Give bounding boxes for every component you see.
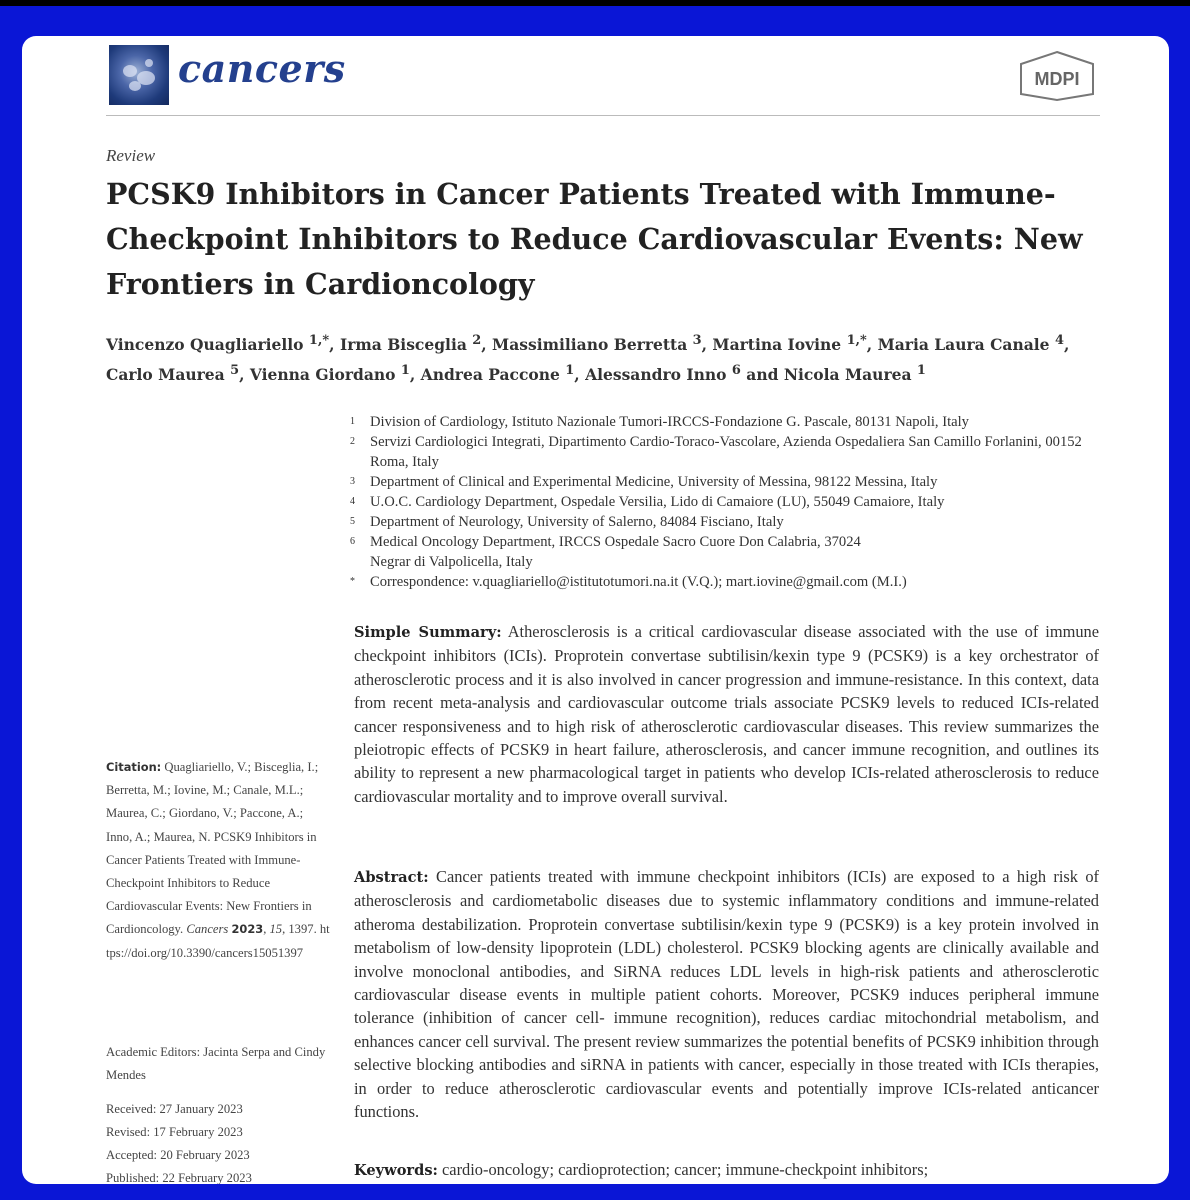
- affiliation-item: 3 Department of Clinical and Experimental Medicine, University of Messina, 98122 Messina, Italy: [350, 474, 938, 490]
- citation-label: Citation:: [106, 760, 162, 774]
- keywords-label: Keywords:: [354, 1162, 438, 1179]
- journal-name: cancers: [178, 46, 346, 91]
- author-list: Vincenzo Quagliariello $^{1,*}$, Irma Bisceglia $^2$, Massimiliano Berretta $^3$, Martina Iovine $^{1,*}$, Maria Laura Canale $^4$, Carlo Maurea $^5$, Vienna Giordano $^1$, Andrea Paccone $^1$, Alessandro Inno $^6$ and Nicola Maurea $^1$: [106, 333, 1070, 385]
- affiliation-list: [348, 412, 1108, 592]
- citation-volume: 15: [269, 922, 283, 937]
- article-title: PCSK9 Inhibitors in Cancer Patients Treated with Immune-Checkpoint Inhibitors to Reduce Cardiovascular Events: New Frontiers in Cardioncology: [106, 177, 1083, 301]
- paper-page: [22, 36, 1169, 1184]
- affiliation-item: 6 Medical Oncology Department, IRCCS Ospedale Sacro Cuore Don Calabria, 37024 Negrar di Valpolicella, Italy: [350, 534, 861, 570]
- simple-summary-text: Atherosclerosis is a critical cardiovascular disease associated with the use of immune checkpoint inhibitors (ICIs). Proprotein convertase subtilisin/kexin type 9 (PCSK9) is a key orchestrator of atherosclerotic process and it is also involved in cancer progression and immune-resistance. In this context, data from recent meta-analysis and cardiovascular outcome trials associate PCSK9 levels to reduced ICIs-related cancer responsiveness and to high risk of atherosclerotic cardiovascular diseases. This review summarizes the pleiotropic effects of PCSK9 in heart failure, atherosclerosis, and cancer immune recognition, and outlines its ability to represent a new pharmacological target in patients who develop ICIs-related atherosclerosis to reduce cardiovascular mortality and to improve overall survival.: [354, 622, 1100, 806]
- correspondence: * Correspondence: v.quagliariello@istitutotumori.na.it (V.Q.); mart.iovine@gmail.com (M.I.): [350, 574, 907, 590]
- revised-date: Revised: 17 February 2023: [106, 1125, 243, 1139]
- header-divider: [106, 115, 1100, 116]
- article-type: Review: [106, 146, 156, 165]
- affiliation-item: 5 Department of Neurology, University of Salerno, 84084 Fisciano, Italy: [350, 514, 784, 530]
- simple-summary: [354, 620, 1099, 808]
- abstract: [354, 865, 1099, 1123]
- abstract-label: Abstract:: [354, 869, 429, 886]
- citation-block: Citation: Quagliariello, V.; Bisceglia, I.; Berretta, M.; Iovine, M.; Canale, M.L.; Maurea, C.; Giordano, V.; Paccone, A.; Inno, A.; Maurea, N. PCSK9 Inhibitors in Cancer Patients Treated with Immune-Checkpoint Inhibitors to Reduce Cardiovascular Events: New Frontiers in Cardioncology. Cancers 2023, 15, 1397. https://doi.org/10.3390/cancers15051397: [106, 760, 330, 960]
- citation-doi-link[interactable]: https://doi.org/10.3390/cancers15051397: [106, 922, 330, 960]
- affiliation-item: 1 Division of Cardiology, Istituto Nazionale Tumori-IRCCS-Fondazione G. Pascale, 80131 Napoli, Italy: [350, 414, 969, 430]
- citation-text: Quagliariello, V.; Bisceglia, I.; Berretta, M.; Iovine, M.; Canale, M.L.; Maurea, C.; Giordano, V.; Paccone, A.; Inno, A.; Maurea, N. PCSK9 Inhibitors in Cancer Patients Treated with Immune-Checkpoint Inhibitors to Reduce Cardiovascular Events: New Frontiers in Cardioncology.: [106, 760, 319, 937]
- publisher-name: MDPI: [1034, 69, 1080, 89]
- keywords-text: cardio-oncology; cardioprotection; cancer; immune-checkpoint inhibitors;: [442, 1160, 929, 1179]
- academic-editors: Academic Editors: Jacinta Serpa and Cindy Mendes: [106, 1045, 326, 1083]
- citation-journal: Cancers: [186, 922, 229, 937]
- accepted-date: Accepted: 20 February 2023: [106, 1148, 250, 1162]
- affiliation-item: 2 Servizi Cardiologici Integrati, Dipartimento Cardio-Toraco-Vascolare, Azienda Ospedaliera San Camillo Forlanini, 00152 Roma, Italy: [350, 434, 1082, 470]
- article-dates: [106, 1098, 331, 1184]
- keywords: [354, 1158, 1099, 1182]
- abstract-text: Cancer patients treated with immune checkpoint inhibitors (ICIs) are exposed to a high risk of atherosclerosis and cardiometabolic diseases due to systemic inflammatory conditions and immune-related atheroma destabilization. Proprotein convertase subtilisin/kexin type 9 (PCSK9) is a key protein involved in metabolism of low-density lipoprotein (LDL) cholesterol. PCSK9 blocking agents are clinically available and involve monoclonal antibodies, and SiRNA reduces LDL levels in high-risk patients and atherosclerotic cardiovascular disease events in multiple patient cohorts. Moreover, PCSK9 induces peripheral immune tolerance (inhibition of cancer cell- immune recognition), reduces cardiac mitochondrial metabolism, and enhances cancer cell survival. The present review summarizes the potential benefits of PCSK9 inhibition through selective blocking antibodies and siRNA in patients with cancer, especially in those treated with ICIs therapies, in order to reduce atherosclerotic cardiovascular events and potentially improve ICIs-related anticancer functions.: [354, 867, 1099, 1122]
- published-date: Published: 22 February 2023: [106, 1171, 252, 1184]
- simple-summary-label: Simple Summary:: [354, 624, 502, 641]
- journal-logo-icon: [109, 45, 169, 105]
- citation-year: 2023: [231, 922, 264, 937]
- blue-frame: [0, 6, 1190, 1200]
- affiliation-item: 4 U.O.C. Cardiology Department, Ospedale Versilia, Lido di Camaiore (LU), 55049 Camaiore, Italy: [350, 494, 945, 510]
- received-date: Received: 27 January 2023: [106, 1102, 243, 1116]
- mdpi-logo-icon: [1017, 50, 1097, 102]
